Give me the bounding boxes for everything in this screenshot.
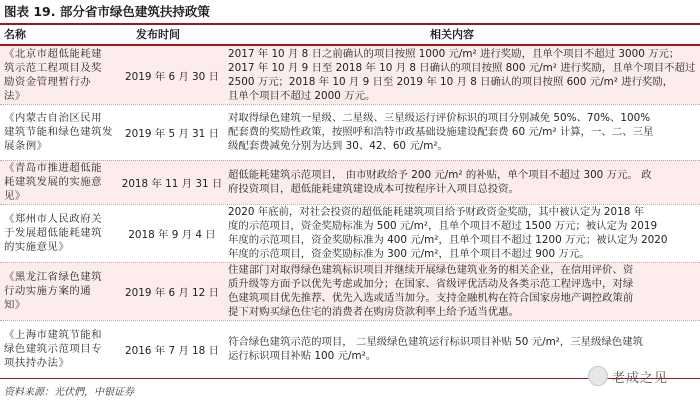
policy-name — [4, 111, 120, 153]
policy-name-line: 《北京市超低能耗建 — [4, 48, 103, 60]
policy-name-line: 知》 — [4, 299, 26, 311]
chart-title: 图表 19. 部分省市绿色建筑扶持政策 — [4, 4, 210, 19]
policy-name-line: 项扶持办法》 — [4, 357, 70, 369]
policy-date: 2016 年 7 月 18 日 — [125, 345, 219, 357]
policy-content-line: 2500 万元；2018 年 10 月 9 日至 2019 年 10 月 8 日确认的项目按照 600 元/m² 进行奖励， — [228, 76, 674, 88]
table-row — [0, 160, 700, 204]
policy-content-line: 住建部门对取得绿色建筑标识项目并继续开展绿色建筑业务的相关企业，在信用评价、资 — [228, 264, 634, 276]
table-row — [0, 46, 700, 104]
watermark — [588, 364, 694, 386]
policy-content-line: 运行标识项目补贴 100 元/m²。 — [228, 350, 377, 362]
policy-content — [228, 168, 698, 196]
policy-content — [228, 335, 698, 363]
policy-content-line: 对取得绿色建筑一星级、二星级、三星级运行评价标识的项目分别减免 50%、70%、100% — [228, 112, 651, 124]
row-divider — [0, 320, 700, 321]
policy-name — [4, 47, 120, 103]
policy-name-line: 绿色建筑示范项目专 — [4, 343, 103, 355]
policy-date: 2019 年 5 月 31 日 — [125, 128, 219, 140]
policy-name-line: 励资金管理暂行办 — [4, 76, 92, 88]
policy-content-line: 府投资项目，超低能耗建筑建设成本可按程序计入项目总投资。 — [228, 183, 519, 195]
header-name: 名称 — [4, 28, 26, 41]
policy-name-line: 筑示范工程项目及奖 — [4, 62, 103, 74]
policy-name-line: 《内蒙古自治区民用 — [4, 112, 103, 124]
policy-date: 2019 年 6 月 30 日 — [125, 71, 219, 83]
policy-content-line: 超低能耗建筑示范项目， 由市财政给予 200 元/m² 的补贴，单个项目不超过 300 万元。 政 — [228, 169, 652, 181]
policy-name-line: 建筑节能和绿色建筑发 — [4, 126, 113, 138]
policy-content-line: 级配套费减免分别为达到 30、42、60 元/m²。 — [228, 140, 448, 152]
policy-name-line: 的实施意见》 — [4, 241, 70, 253]
policy-name — [4, 270, 120, 312]
policy-name-line: 《青岛市推进超低能 — [4, 162, 103, 174]
policy-name — [4, 212, 120, 254]
policy-content — [228, 263, 698, 319]
policy-content-line: 符合绿色建筑示范的项目， 二星级绿色建筑运行标识项目补贴 50 元/m²，三星级绿色建筑 — [228, 336, 643, 348]
policy-name-line: 《黑龙江省绿色建筑 — [4, 271, 103, 283]
policy-content — [228, 205, 698, 261]
policy-name-line: 于发展超低能耗建筑 — [4, 227, 103, 239]
policy-date: 2019 年 6 月 12 日 — [125, 287, 219, 299]
watermark-text: 老成之见 — [612, 371, 669, 386]
source-note: 资料来源：光伏們，中银证券 — [4, 387, 134, 398]
policy-name-line: 行动实施方案的通 — [4, 285, 92, 297]
policy-name-line: 见》 — [4, 190, 26, 202]
policy-date: 2018 年 11 月 31 日 — [121, 178, 223, 190]
policy-content — [228, 111, 698, 153]
policy-content-line: 提下对购买绿色住宅的消费者在购房贷款利率上给予适当优惠。 — [228, 306, 519, 318]
policy-name-line: 《上海市建筑节能和 — [4, 329, 103, 341]
policy-content-line: 2017 年 10 月 8 日之前确认的项目按照 1000 元/m² 进行奖励，且单个项目不超过 3000 万元； — [228, 48, 680, 60]
policy-content-line: 色建筑项目优先推荐、优先入选或适当加分。支持金融机构在符合国家房地产调控政策前 — [228, 292, 634, 304]
header-date: 发布时间 — [136, 28, 180, 41]
policy-name-line: 展条例》 — [4, 140, 48, 152]
policy-content-line: 2017 年 10 月 9 日至 2018 年 10 月 8 日确认的项目按照 800 元/m² 进行奖励，且单个项目不超过 — [228, 62, 696, 74]
policy-content-line: 年度的示范项目，资金奖励标准为 300 元/m²，且单个项目不超过 900 万元。 — [228, 248, 590, 260]
title-divider — [0, 23, 700, 25]
policy-content-line: 配套费的奖励性政策，按照呼和浩特市政基础设施建设配套费 60 元/m² 计算，一、二、三星 — [228, 126, 654, 138]
policy-name-line: 《郑州市人民政府关 — [4, 213, 103, 225]
wechat-icon — [588, 366, 608, 386]
table-row — [0, 204, 700, 262]
policy-content-line: 年度的示范项目，资金奖励标准为 400 元/m²，且单个项目不超过 1200 万元；被认定为 2020 — [228, 234, 668, 246]
row-divider — [0, 262, 700, 263]
policy-content-line: 度的示范项目，资金奖励标准为 500 元/m²，且单个项目不超过 1500 万元；被认定为 2019 — [228, 220, 658, 232]
policy-date: 2018 年 9 月 4 日 — [128, 229, 216, 241]
policy-content — [228, 47, 698, 103]
policy-content-line: 且单个项目不超过 2000 万元。 — [228, 90, 376, 102]
row-divider — [0, 160, 700, 161]
policy-name-line: 法》 — [4, 90, 26, 102]
table-row — [0, 262, 700, 320]
row-divider — [0, 204, 700, 205]
row-divider — [0, 104, 700, 105]
table-row — [0, 104, 700, 160]
header-content: 相关内容 — [430, 28, 474, 41]
policy-name-line: 耗建筑发展的实施意 — [4, 176, 103, 188]
policy-content-line: 2020 年底前，对社会投资的超低能耗建筑项目给予财政资金奖励，其中被认定为 2018 年 — [228, 206, 645, 218]
policy-name — [4, 328, 120, 370]
policy-name — [4, 161, 120, 203]
policy-content-line: 质升级等方面予以优先考虑或加分；在国家、省级评优活动及各类示范工程评选中，对绿 — [228, 278, 634, 290]
